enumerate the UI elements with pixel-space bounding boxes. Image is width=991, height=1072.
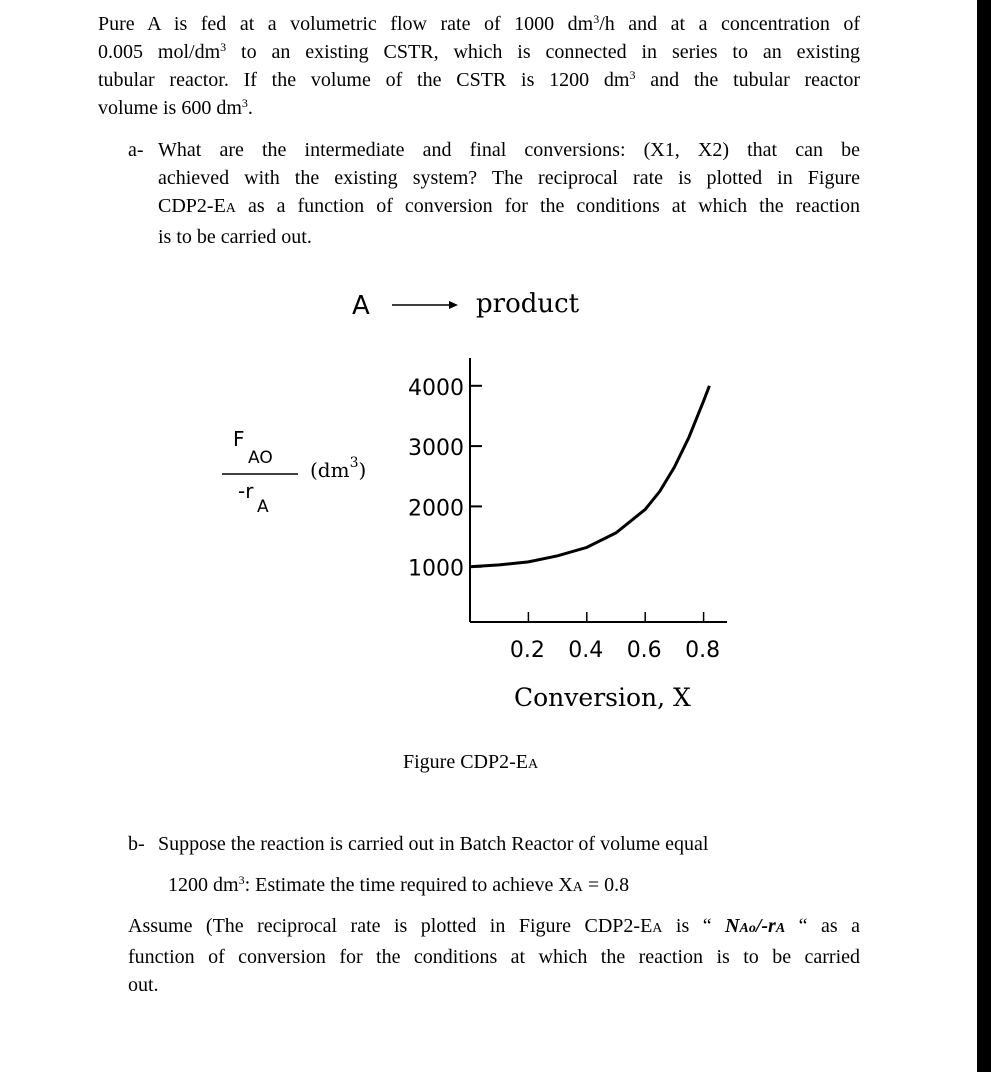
figure-caption: Figure CDP2-EA <box>403 751 539 773</box>
x-tick-label: 0.2 <box>509 638 545 663</box>
question-b-line2: 1200 $dm^3$: Estimate the time required to achieve XA = 0.8 <box>168 873 630 896</box>
assumption-text: Assume (The reciprocal rate is plotted in Figure CDP2-EA is “ NAo/-rA “ as a function of conversion for the conditions at which the reaction is to be carried out. <box>128 915 861 996</box>
problem-statement: Pure A is fed at a volumetric flow rate of 1000 $dm^3/h$ and at a concentration of 0.005 mol/$dm^3$ to an existing CSTR, which is connected in series to an existing tubular reactor. If the volume of the CSTR is 1200 $dm^3$ and the tubular reactor volume is 600 $dm^3$. <box>98 12 860 119</box>
y-tick-label: 2000 <box>408 496 464 522</box>
x-tick-label: 0.8 <box>685 638 721 663</box>
ylabel-units: $(dm^3)$ <box>310 455 367 482</box>
x-tick-label: 0.4 <box>568 638 604 663</box>
y-tick-label: 1000 <box>408 556 464 582</box>
y-tick-label: 4000 <box>408 375 464 401</box>
x-tick-label: 0.6 <box>626 638 662 663</box>
reaction-arrowhead <box>449 301 458 309</box>
ylabel-denominator-sub: A <box>257 497 269 517</box>
x-axis-label: Conversion, X <box>514 683 691 712</box>
question-a-label: a- <box>128 139 144 161</box>
question-b-line1: Suppose the reaction is carried out in Batch Reactor of volume equal <box>158 833 709 855</box>
ylabel-numerator-F: F <box>233 427 245 451</box>
ylabel-numerator-sub: AO <box>248 448 273 468</box>
ylabel-denominator: -r <box>238 479 254 503</box>
series-line-fao-over-ra <box>470 386 709 567</box>
y-tick-label: 3000 <box>408 436 464 462</box>
reaction-reactant: A <box>352 291 370 321</box>
reaction-product: product <box>476 289 580 319</box>
question-b-label: b- <box>128 833 145 855</box>
question-a-text: What are the intermediate and final conversions: (X1, X2) that can be achieved with the existing system? The reciprocal rate is plotted in Figure CDP2-EA as a function of conversion for the conditions at which the reaction is to be carried out. <box>158 139 860 248</box>
